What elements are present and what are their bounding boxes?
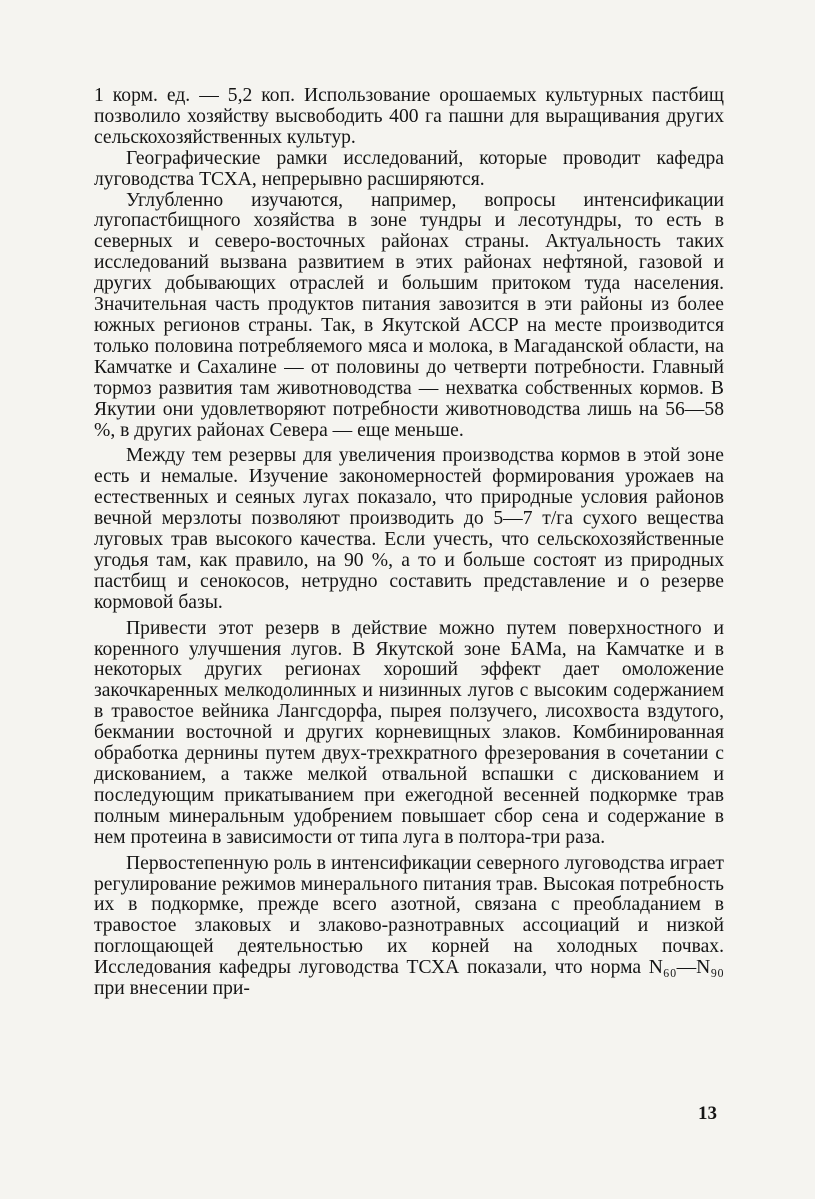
- paragraph-1: 1 корм. ед. — 5,2 коп. Использование орошаемых культурных пастбищ позволило хозяйству высвободить 400 га пашни для выращивания других сельскохозяйственных культур.: [94, 85, 724, 148]
- paragraph-4: Между тем резервы для увеличения производства кормов в этой зоне есть и немалые. Изучение закономерностей формирования урожаев на естественных и сеяных лугах показало, что природные условия районов вечной мерзлоты позволяют производить до 5—7 т/га сухого вещества луговых трав высокого качества. Если учесть, что сельскохозяйственные угодья там, как правило, на 90 %, а то и больше состоят из природных пастбищ и сенокосов, нетрудно составить представление и о резерве кормовой базы.: [94, 445, 724, 613]
- paragraph-3: Углубленно изучаются, например, вопросы интенсификации лугопастбищного хозяйства в зоне тундры и лесотундры, то есть в северных и северо-восточных районах страны. Актуальность таких исследований вызвана развитием в этих районах нефтяной, газовой и других добывающих отраслей и большим притоком туда населения. Значительная часть продуктов питания завозится в эти районы из более южных регионов страны. Так, в Якутской АССР на месте производится только половина потребляемого мяса и молока, в Магаданской области, на Камчатке и Сахалине — от половины до четверти потребности. Главный тормоз развития там животноводства — нехватка собственных кормов. В Якутии они удовлетворяют потребности животноводства лишь на 56—58 %, в других районах Севера — еще меньше.: [94, 189, 724, 441]
- page-number: 13: [698, 1103, 717, 1124]
- paragraph-6: Первостепенную роль в интенсификации северного луговодства играет регулирование режимов минерального питания трав. Высокая потребность их в подкормке, прежде всего азотной, связана с преобладанием в травостое злаковых и злаково-разнотравных ассоциаций и низкой поглощающей деятельностью их корней на холодных почвах. Исследования кафедры луговодства ТСХА показали, что норма N₆₀—N₉₀ при внесении при-: [94, 852, 724, 1000]
- paragraph-5: Привести этот резерв в действие можно путем поверхностного и коренного улучшения лугов. В Якутской зоне БАМа, на Камчатке и в некоторых других регионах хороший эффект дает омоложение закочкаренных мелкодолинных и низинных лугов с высоким содержанием в травостое вейника Лангсдорфа, пырея ползучего, лисохвоста вздутого, бекмании восточной и других корневищных злаков. Комбинированная обработка дернины путем двух-трехкратного фрезерования в сочетании с дискованием, а также мелкой отвальной вспашки с дискованием и последующим прикатыванием при ежегодной весенней подкормке трав полным минеральным удобрением повышает сбор сена и содержание в нем протеина в зависимости от типа луга в полтора-три раза.: [94, 617, 724, 848]
- paragraph-2: Географические рамки исследований, которые проводит кафедра луговодства ТСХА, непрерывно расширяются.: [94, 147, 724, 190]
- body-text: [94, 86, 724, 1000]
